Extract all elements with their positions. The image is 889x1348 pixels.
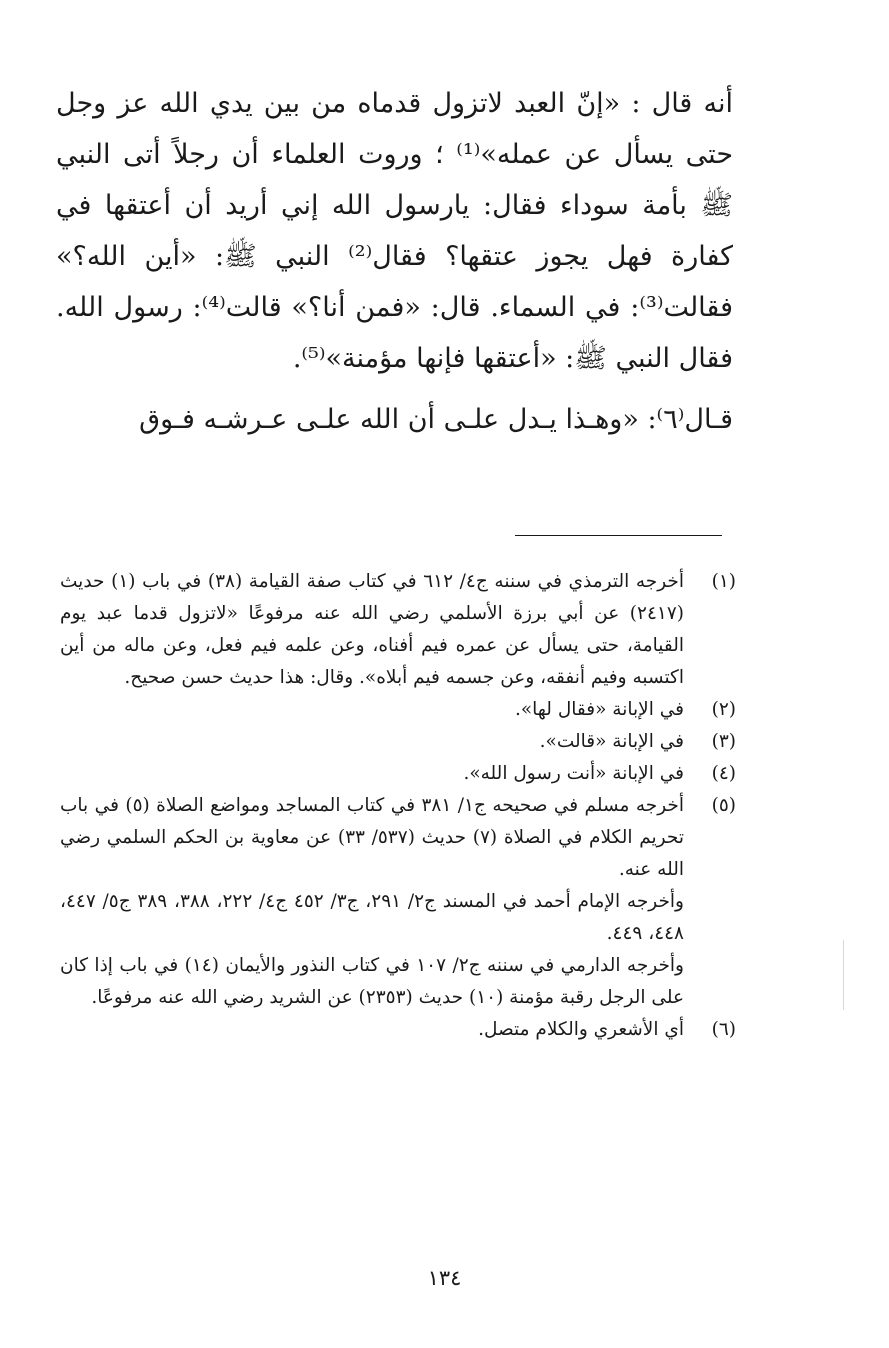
footnote-number: (٤) <box>711 763 736 784</box>
main-text <box>56 78 733 445</box>
footnote-body <box>60 790 684 1014</box>
footnote <box>60 726 736 758</box>
footnote-separator <box>515 535 722 536</box>
footnote <box>60 1014 736 1046</box>
scan-artifact-line <box>843 940 844 1010</box>
main-paragraph: أنه قال : «إنّ العبد لاتزول قدماه من بين يدي الله عز وجل حتى يسأل عن عمله»⁽¹⁾ ؛ وروت العلماء أن رجلاً أتى النبي ﷺ بأمة سوداء فقال: يارسول الله إني أريد أن أعتقها في كفارة فهل يجوز عتقها؟ فقال⁽²⁾ النبي ﷺ: «أين الله؟» فقالت⁽³⁾: في السماء. قال: «فمن أنا؟» قالت⁽⁴⁾: رسول الله. فقال النبي ﷺ: «أعتقها فإنها مؤمنة»⁽⁵⁾. <box>56 88 734 374</box>
footnotes <box>60 566 736 1046</box>
footnote-text: أي الأشعري والكلام متصل. <box>478 1019 684 1040</box>
footnote-number: (٦) <box>711 1019 736 1040</box>
footnote-number: (٣) <box>711 731 736 752</box>
footnote-text: في الإبانة «قالت». <box>539 731 684 752</box>
footnote-number: (٢) <box>711 699 736 720</box>
footnote-text: أخرجه مسلم في صحيحه ج١/ ٣٨١ في كتاب المساجد ومواضع الصلاة (٥) في باب تحريم الكلام في الصلاة (٧) حديث (٥٣٧/ ٣٣) عن معاوية بن الحكم السلمي رضي الله عنه. <box>60 795 684 880</box>
footnote-body <box>60 726 684 758</box>
footnote-text: في الإبانة «فقال لها». <box>514 699 684 720</box>
footnote-body <box>60 758 684 790</box>
footnote-text: في الإبانة «أنت رسول الله». <box>463 763 684 784</box>
footnote-text: وأخرجه الإمام أحمد في المسند ج٢/ ٢٩١، ج٣/ ٤٥٢ ج٤/ ٢٢٢، ٣٨٨، ٣٨٩ ج٥/ ٤٤٧، ٤٤٨، ٤٤٩. <box>60 891 684 944</box>
footnote-text: وأخرجه الدارمي في سننه ج٢/ ١٠٧ في كتاب النذور والأيمان (١٤) في باب إذا كان على الرجل رقبة مؤمنة (١٠) حديث (٢٣٥٣) عن الشريد رضي الله عنه مرفوعًا. <box>60 955 684 1008</box>
page-number: ١٣٤ <box>427 1266 462 1290</box>
main-paragraph: قـال⁽٦⁾: «وهـذا يـدل علـى أن الله علـى عـرشـه فـوق <box>139 404 733 435</box>
footnote-number: (١) <box>711 571 736 592</box>
footnote <box>60 566 736 694</box>
footnote-number: (٥) <box>711 795 736 816</box>
footnote <box>60 694 736 726</box>
footnote <box>60 790 736 1014</box>
footnote-body <box>60 694 684 726</box>
footnote-body <box>60 1014 684 1046</box>
footnote-body <box>60 566 684 694</box>
footnote-text: أخرجه الترمذي في سننه ج٤/ ٦١٢ في كتاب صفة القيامة (٣٨) في باب (١) حديث (٢٤١٧) عن أبي برزة الأسلمي رضي الله عنه مرفوعًا «لاتزول قدما عبد يوم القيامة، حتى يسأل عن عمره فيم أفناه، وعن علمه فيم فعل، وعن ماله من أين اكتسبه وفيم أنفقه، وعن جسمه فيم أبلاه». وقال: هذا حديث حسن صحيح. <box>60 571 684 688</box>
footnote <box>60 758 736 790</box>
